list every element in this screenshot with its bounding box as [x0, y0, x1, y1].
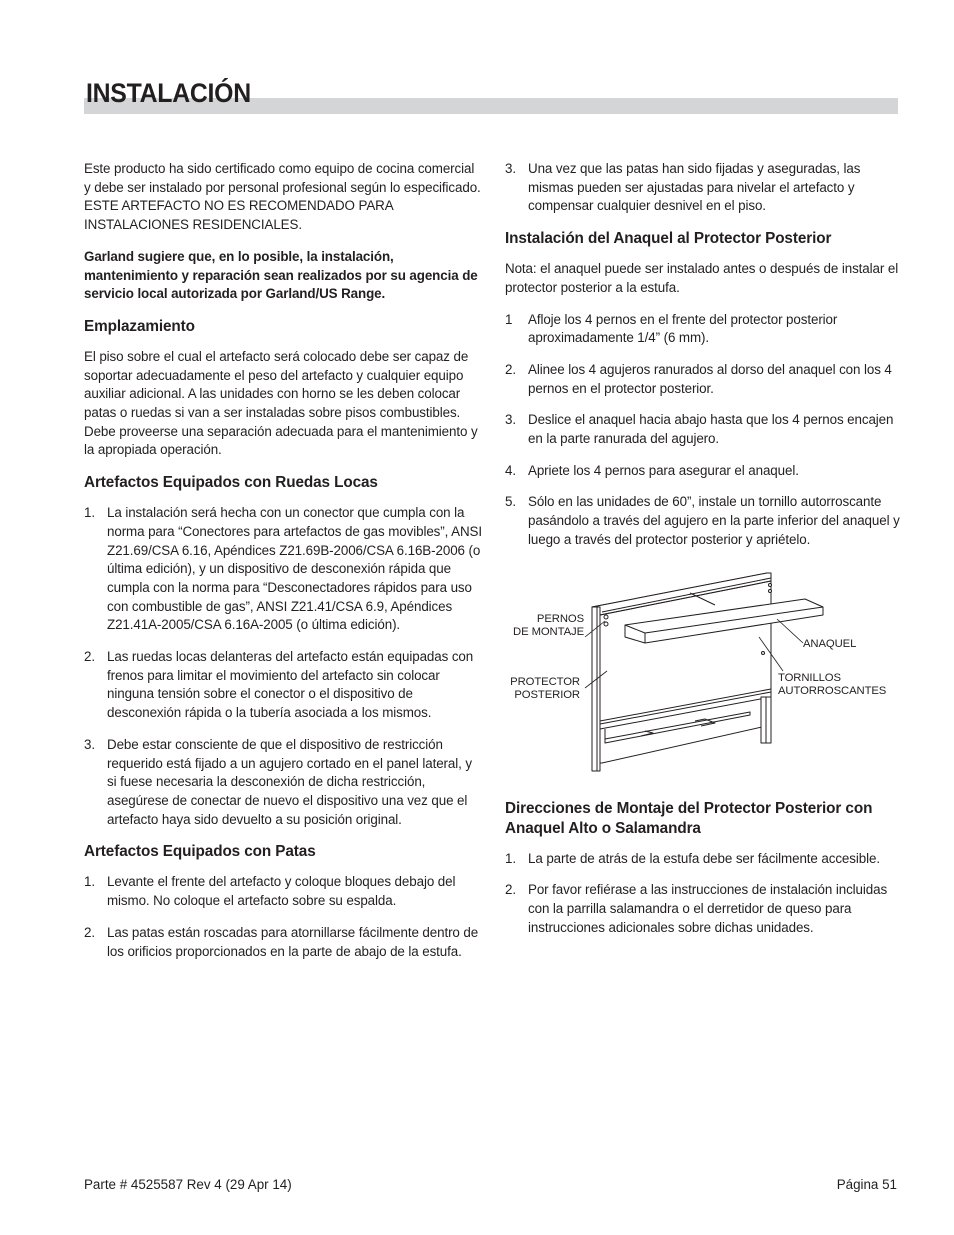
- label-protector-line1: PROTECTOR: [510, 675, 580, 688]
- list-item: [84, 504, 484, 635]
- anaquel-note: Nota: el anaquel puede ser instalado antes o después de instalar el protector posterior a la estufa.: [505, 261, 899, 295]
- list-item: [84, 924, 484, 961]
- section-heading-ruedas-locas: Artefactos Equipados con Ruedas Locas: [84, 474, 378, 492]
- patas-list-continued: [505, 160, 900, 216]
- list-number: 2.: [84, 924, 95, 940]
- label-tornillos-autorroscantes: [778, 672, 886, 699]
- list-number: 3.: [84, 736, 95, 752]
- right-column: [505, 160, 900, 950]
- list-number: 1.: [84, 505, 95, 521]
- list-item: [505, 850, 900, 869]
- list-item: [505, 462, 900, 481]
- label-tornillos-line2: AUTORROSCANTES: [778, 685, 887, 698]
- list-text: Las ruedas locas delanteras del artefacto están equipadas con frenos para limitar el movimiento del artefacto sin colocar ninguna tensión sobre el conector o el dispositivo de desconexión rápida o la tubería asociada a los mismos.: [107, 649, 474, 721]
- label-pernos-line2: DE MONTAJE: [513, 626, 584, 639]
- label-protector-posterior: [509, 676, 580, 703]
- page-title: INSTALACIÓN: [86, 78, 251, 108]
- list-item: [84, 648, 484, 723]
- list-number: 2.: [505, 361, 516, 377]
- label-protector-line2: POSTERIOR: [514, 689, 580, 702]
- ruedas-locas-list: [84, 504, 484, 829]
- list-number: 2.: [505, 882, 516, 898]
- service-recommendation: Garland sugiere que, en lo posible, la instalación, mantenimiento y reparación sean realizados por su agencia de servicio local autorizada por Garland/US Range.: [84, 248, 478, 302]
- list-text: Levante el frente del artefacto y coloque bloques debajo del mismo. No coloque el artefacto sobre su espalda.: [107, 874, 456, 909]
- list-number: 4.: [505, 462, 516, 478]
- footer-page-number: Página 51: [836, 1177, 897, 1192]
- footer-part-number: Parte # 4525587 Rev 4 (29 Apr 14): [84, 1177, 292, 1192]
- list-number: 5.: [505, 494, 516, 510]
- list-item: [505, 160, 900, 216]
- label-anaquel: ANAQUEL: [803, 637, 857, 650]
- label-pernos-de-montaje: [509, 613, 584, 640]
- anaquel-list: [505, 311, 900, 550]
- list-number: 3.: [505, 161, 516, 176]
- list-text: Apriete los 4 pernos para asegurar el anaquel.: [528, 462, 799, 478]
- emplazamiento-text: El piso sobre el cual el artefacto será colocado debe ser capaz de soportar adecuadamente el peso del artefacto y cualquier equipo auxiliar adicional. A las unidades con horno se les deben colocar patas o ruedas si van a ser instaladas sobre pisos combustibles. Debe proveerse una separación adecuada para el mantenimiento y la apropiada operación.: [84, 348, 478, 458]
- section-heading-montaje: Direcciones de Montaje del Protector Posterior con Anaquel Alto o Salamandra: [505, 799, 873, 837]
- list-item: [505, 361, 900, 398]
- list-item: [84, 873, 484, 910]
- list-text: Alinee los 4 agujeros ranurados al dorso del anaquel con los 4 pernos en el protector posterior.: [528, 361, 892, 396]
- shelf-installation-diagram: [505, 563, 900, 773]
- section-heading-patas: Artefactos Equipados con Patas: [84, 843, 316, 861]
- list-text: Deslice el anaquel hacia abajo hasta que los 4 pernos encajen en la parte ranurada del agujero.: [528, 412, 894, 447]
- montaje-list: [505, 850, 900, 938]
- list-number: 1: [505, 311, 513, 327]
- list-text: La parte de atrás de la estufa debe ser fácilmente accesible.: [528, 850, 880, 866]
- backguard-shelf-illustration: [505, 563, 900, 773]
- section-heading-anaquel: Instalación del Anaquel al Protector Posterior: [505, 230, 832, 248]
- patas-list: [84, 873, 484, 961]
- list-item: [84, 736, 484, 830]
- label-pernos-line1: PERNOS: [536, 612, 584, 625]
- list-text: Una vez que las patas han sido fijadas y aseguradas, las mismas pueden ser ajustadas para nivelar el artefacto y compensar cualquier desnivel en el piso.: [528, 161, 861, 214]
- list-number: 1.: [505, 850, 516, 866]
- intro-paragraph: Este producto ha sido certificado como equipo de cocina comercial y debe ser instalado por personal profesional según lo especificado. ESTE ARTEFACTO NO ES RECOMENDADO PARA INSTALACIONES RESIDENCIALES.: [84, 161, 481, 233]
- list-text: Debe estar consciente de que el dispositivo de restricción requerido está fijado a un agujero cortado en el panel lateral, y si fuese necesaria la desconexión de dicha restricción, asegúrese de conectar de nuevo el dispositivo una vez que el artefacto haya sido devuelto a su posición original.: [107, 736, 472, 827]
- list-text: Sólo en las unidades de 60”, instale un tornillo autorroscante pasándolo a través del agujero en la parte inferior del anaquel y luego a través del protector posterior y apriételo.: [528, 494, 900, 547]
- list-text: La instalación será hecha con un conector que cumpla con la norma para “Conectores para artefactos de gas movibles”, ANSI Z21.69/CSA 6.16, Apéndices Z21.69B-2006/CSA 6.16B-2006 (o última edición), y un dispositivo de desconexión rápida que cumpla con la norma para “Desconectadores rápidos para uso con combustible de gas”, ANSI Z21.41/CSA 6.9, Apéndices Z21.41A-2005/CSA 6.16A-2005 (o última edición).: [107, 505, 482, 633]
- list-text: Por favor refiérase a las instrucciones de instalación incluidas con la parrilla salamandra o el derretidor de queso para instrucciones adicionales sobre dichas unidades.: [528, 882, 888, 935]
- list-item: [505, 411, 900, 448]
- left-column: [84, 160, 484, 974]
- list-item: [505, 311, 900, 348]
- list-number: 3.: [505, 412, 516, 428]
- label-tornillos-line1: TORNILLOS: [778, 671, 841, 684]
- list-item: [505, 881, 900, 937]
- list-number: 1.: [84, 874, 95, 890]
- list-text: Las patas están roscadas para atornillarse fácilmente dentro de los orificios proporcionados en la parte de abajo de la estufa.: [107, 924, 479, 959]
- list-item: [505, 493, 900, 549]
- list-number: 2.: [84, 649, 95, 665]
- list-text: Afloje los 4 pernos en el frente del protector posterior aproximadamente 1/4” (6 mm).: [528, 311, 838, 346]
- section-heading-emplazamiento: Emplazamiento: [84, 317, 195, 335]
